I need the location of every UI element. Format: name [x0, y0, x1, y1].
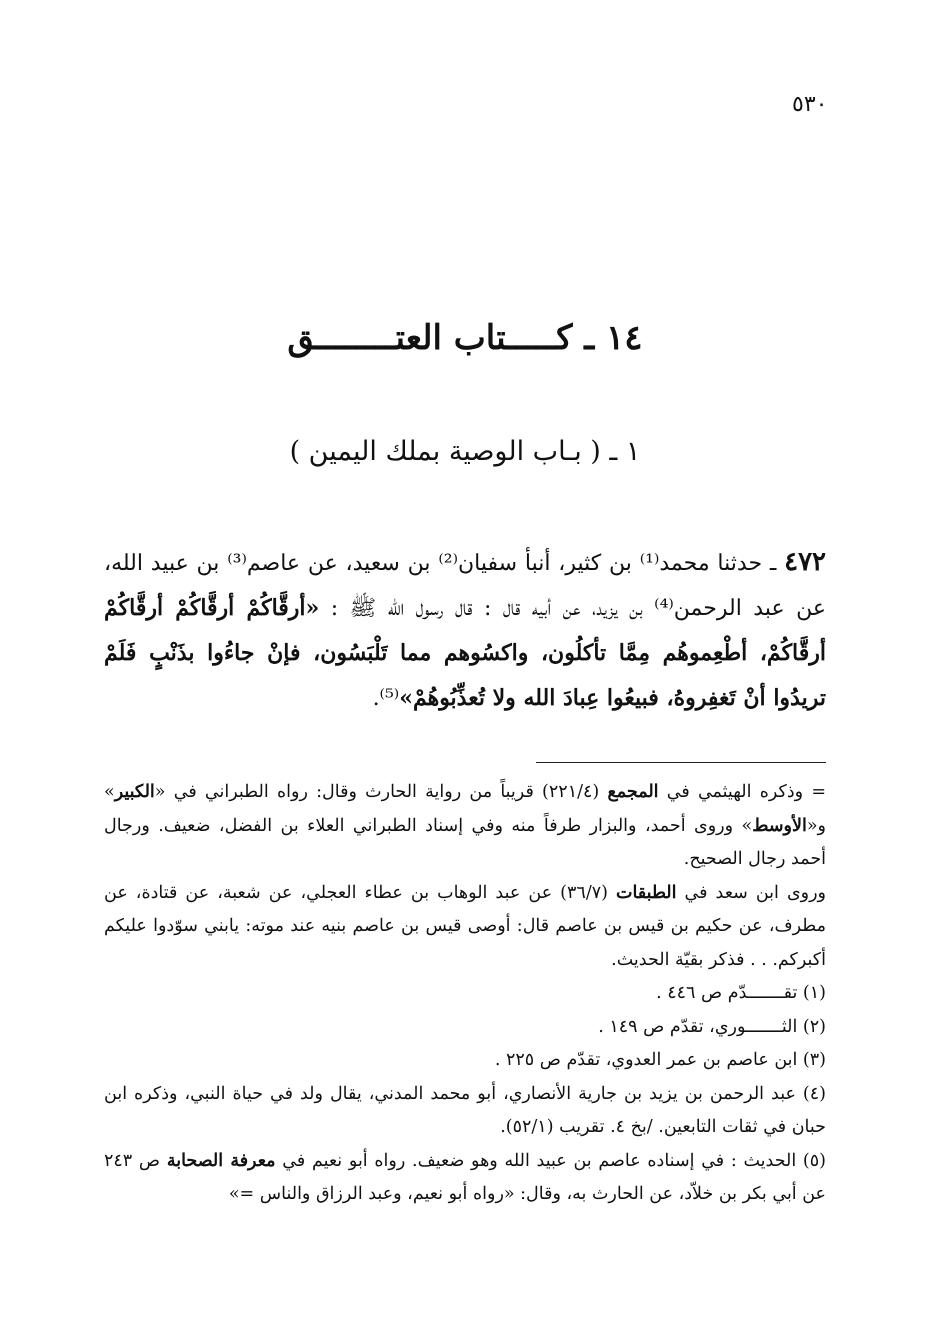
footnote-continuation-2 — [104, 877, 826, 978]
footnote-text: » و« — [104, 782, 826, 836]
page-number: ٥٣٠ — [792, 92, 828, 117]
hadith-isnad: ـ حدثنا محمد⁽¹⁾ بن كثير، أنبأ سفيان⁽²⁾ بن سعيد، عن عاصم⁽³⁾ بن عبيد الله، عن عبد الرحمن⁽⁴⁾ بن يزيد، عن أبيه قال : قال رسول الله ﷺ : — [104, 551, 826, 621]
footnote-text: (٣٦/٧) عن عبد الوهاب بن عطاء العجلي، عن شعبة، عن قتادة، عن مطرف، عن حكيم بن قيس بن عاصم قال: أوصى قيس بن عاصم بنيه عند موته: يابني سوّدوا عليكم أكبركم. . . فذكر بقيّة الحديث. — [104, 882, 826, 970]
footnotes — [104, 776, 826, 1212]
hadith-text — [104, 540, 826, 721]
footnote-1: (١) تقـــــــدّم ص ٤٤٦ . — [656, 983, 826, 1003]
footnote-text: ص ٢٤٣ عن أبي بكر بن خلاّد، عن الحارث به، وقال: «رواه أبو نعيم، وعبد الرزاق والناس =» — [104, 1150, 826, 1204]
footnote-2: (٢) الثـــــــوري، تقدّم ص ١٤٩ . — [598, 1016, 826, 1037]
source-title: معرفة الصحابة — [166, 1150, 276, 1171]
source-title: المجمع — [607, 782, 659, 802]
footnote-text: وروى ابن سعد في — [676, 882, 827, 903]
source-title: الأوسط — [752, 815, 807, 836]
chapter-title: ١٤ ـ كـــــتاب العتــــــــق — [287, 318, 643, 358]
source-title: الكبير — [114, 782, 155, 802]
footnote-continuation-1 — [104, 776, 826, 877]
hadith-end: ⁽⁵⁾. — [372, 686, 400, 711]
footnote-text: = وذكره الهيثمي في — [658, 782, 827, 802]
source-title: الطبقات — [616, 882, 677, 903]
footnote-4: (٤) عبد الرحمن بن يزيد بن جارية الأنصاري، أبو محمد المدني، يقال ولد في حياة النبي، وذكره ابن حبان في ثقات التابعين. /بخ ٤. تقريب (٥٢/١). — [104, 1083, 826, 1137]
footnote-text: (٢٢١/٤) قريباً من رواية الحارث وقال: رواه الطبراني في « — [154, 782, 608, 802]
footnote-text: (٥) الحديث : في إسناده عاصم بن عبيد الله وهو ضعيف. رواه أبو نعيم في — [275, 1150, 826, 1171]
footnote-5 — [104, 1145, 826, 1212]
footnote-text: » وروى أحمد، والبزار طرفاً منه وفي إسناد الطبراني العلاء بن الفضل، ضعيف. ورجال أحمد رجال الصحيح. — [104, 815, 826, 869]
footnote-3: (٣) ابن عاصم بن عمر العدوي، تقدّم ص ٢٢٥ . — [494, 1050, 826, 1070]
section-title: ١ ـ ( بـاب الوصية بملك اليمين ) — [289, 436, 641, 467]
hadith-number: ٤٧٢ — [784, 547, 827, 577]
footnote-divider — [536, 762, 826, 763]
hadith-matn: «أرقَّاكُمْ أرقَّاكُمْ أرقَّاكُمْ أرقَّاكُمْ، أطْعِموهُم مِمَّا تأكلُون، واكسُوهم مما تَلْبَسُون، فإنْ جاءُوا بذَنْبٍ فَلَمْ تريدُوا أنْ تَغفِروهُ، فبيعُوا عِبادَ الله ولا تُعذِّبُوهُمْ» — [104, 595, 826, 711]
